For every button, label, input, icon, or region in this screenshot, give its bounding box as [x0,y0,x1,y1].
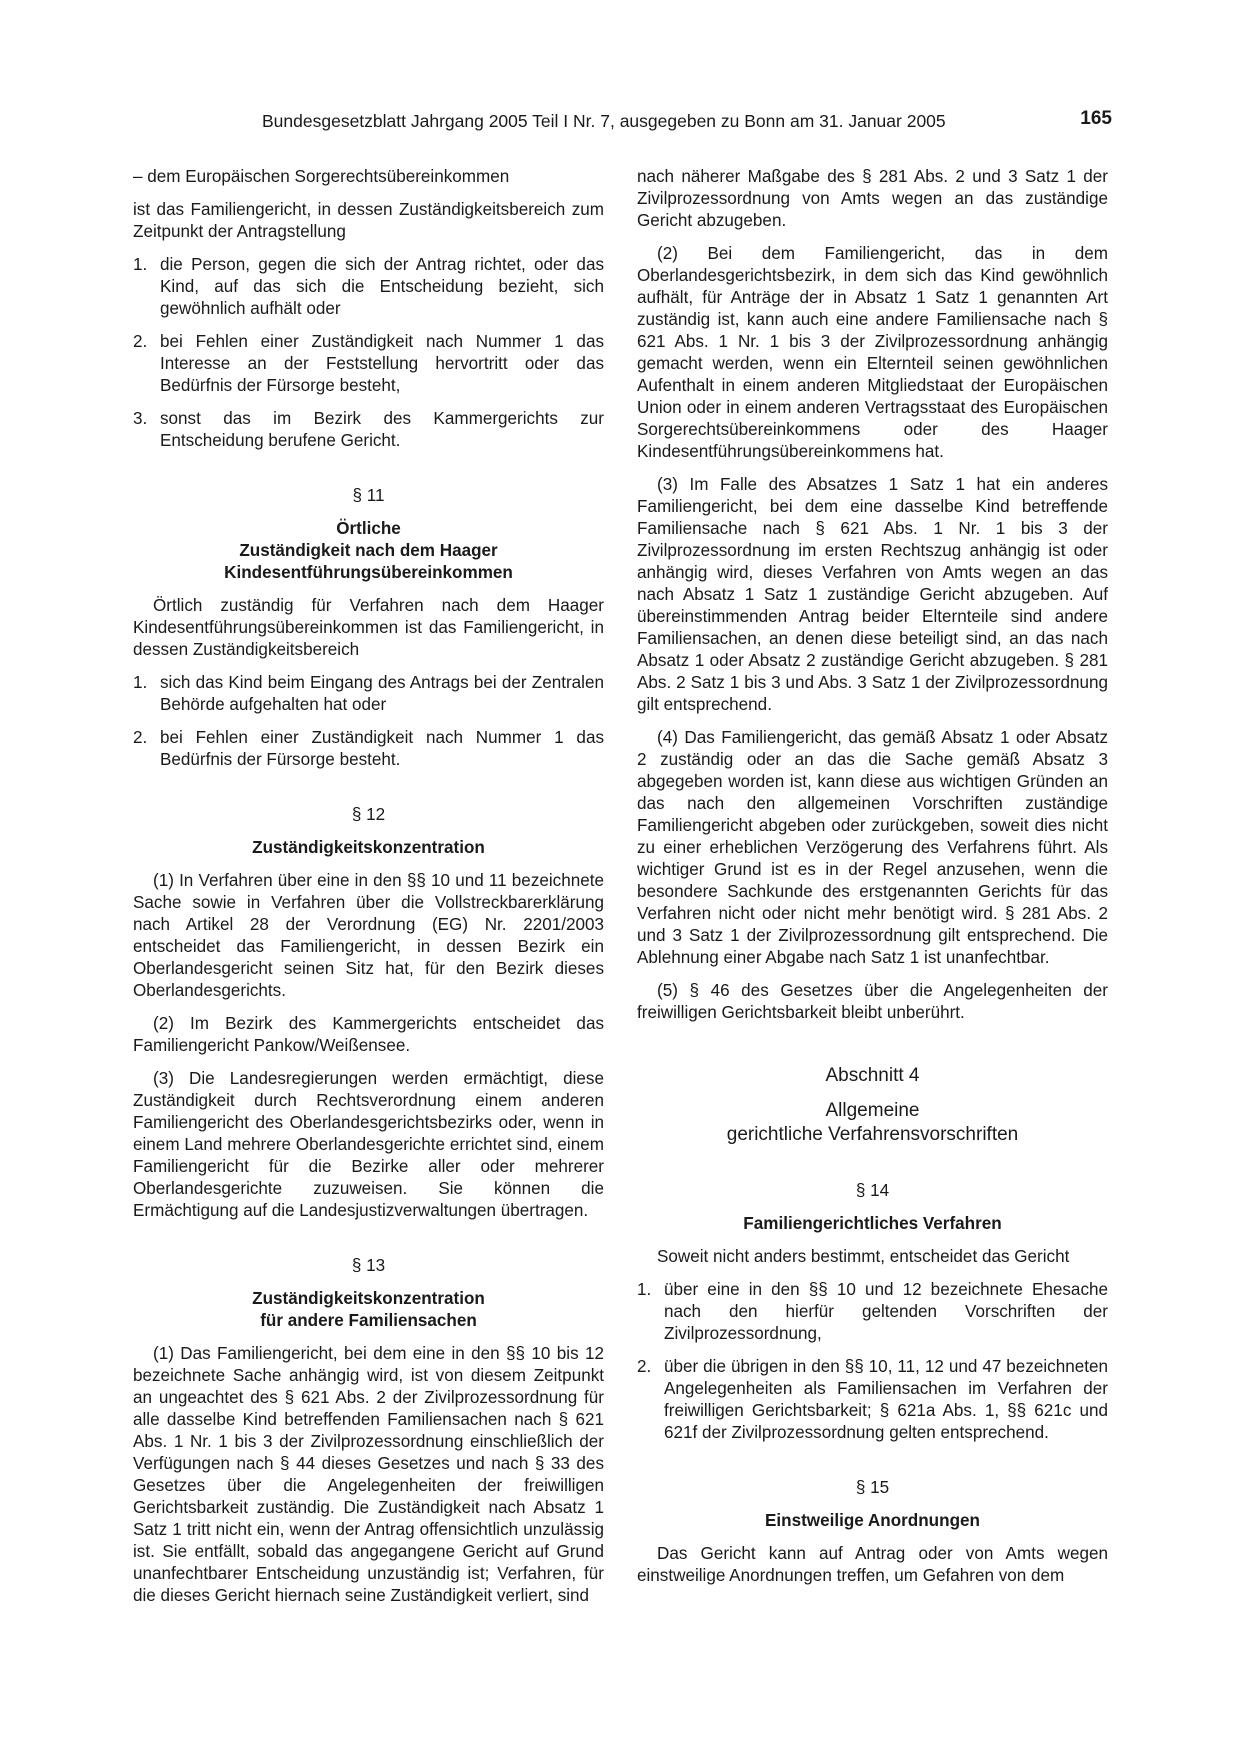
list-number: 1. [637,1280,652,1299]
chapter-subtitle [637,1099,1108,1147]
paragraph: (2) Bei dem Familiengericht, das in dem Oberlandesgerichtsbezirk, in dem sich das Kind gewöhnlich aufhält, für Anträge der in Absatz 1 Satz 1 genannten Art zuständig ist, kann auch eine andere Familiensache nach § 621 Abs. 1 Nr. 1 bis 3 der Zivilprozessordnung anhängig gemacht werden, wenn ein Elternteil seinen gewöhnlichen Aufenthalt in einem anderen Mitgliedstaat der Europäischen Union oder in einem anderen Vertragsstaat des Europäischen Sorgerechtsübereinkommens oder des Haager Kindesentführungsübereinkommens hat. [637,244,1108,461]
list-text: sonst das im Bezirk des Kammergerichts zur Entscheidung berufene Gericht. [160,409,604,450]
intro-paragraph: ist das Familiengericht, in dessen Zuständigkeitsbereich zum Zeitpunkt der Antragstellung [133,200,604,241]
list-number: 2. [133,728,148,747]
title-line: für andere Familiensachen [260,1311,477,1330]
paragraph: (1) In Verfahren über eine in den §§ 10 und 11 bezeichnete Sache sowie in Verfahren über die Vollstreckbarerklärung nach Artikel 28 der Verordnung (EG) Nr. 2201/2003 entscheidet das Familiengericht, in dessen Bezirk ein Oberlandesgericht seinen Sitz hat, für den Bezirk dieses Oberlandesgerichts. [133,871,604,1000]
list-item [637,1356,1108,1444]
title-line: Kindesentführungsübereinkommen [224,563,513,582]
section-title-14: Familiengerichtliches Verfahren [743,1214,1002,1233]
left-column [133,166,604,1618]
numbered-list [637,1279,1108,1444]
paragraph: Das Gericht kann auf Antrag oder von Amts wegen einstweilige Anordnungen treffen, um Gefahren von dem [637,1544,1108,1585]
subtitle-line: Allgemeine [825,1100,920,1121]
numbered-list [133,672,604,771]
right-column [637,166,1108,1598]
paragraph: (1) Das Familiengericht, bei dem eine in den §§ 10 bis 12 bezeichnete Sache anhängig wird, ist von diesem Zeitpunkt an ungeachtet des § 621 Abs. 2 der Zivilprozessordnung für alle dasselbe Kind betreffenden Familiensachen nach § 621 Abs. 1 Nr. 1 bis 3 der Zivilprozessordnung einschließlich der Verfügungen nach § 44 dieses Gesetzes und nach § 33 des Gesetzes über die Angelegenheiten der freiwilligen Gerichtsbarkeit zuständig. Die Zuständigkeit nach Absatz 1 Satz 1 tritt nicht ein, wenn der Antrag offensichtlich unzulässig ist. Sie entfällt, sobald das angegangene Gericht auf Grund unanfechtbarer Entscheidung unzuständig ist; Verfahren, für die dieses Gericht hiernach seine Zuständigkeit verliert, sind [133,1344,604,1605]
section-number-13: § 13 [351,1256,386,1275]
paragraph: (3) Die Landesregierungen werden ermächtigt, diese Zuständigkeit durch Rechtsverordnung einem anderen Familiengericht des Oberlandesgerichtsbezirks oder, wenn in einem Land mehrere Oberlandesgerichte errichtet sind, einem Familiengericht für die Bezirke aller oder mehrerer Oberlandesgerichte zuzuweisen. Sie können die Ermächtigung auf die Landesjustizverwaltungen übertragen. [133,1069,604,1220]
title-line: Zuständigkeit nach dem Haager [239,541,498,560]
list-text: sich das Kind beim Eingang des Antrags bei der Zentralen Behörde aufgehalten hat oder [160,673,604,714]
section-title-13 [133,1288,604,1332]
paragraph: (2) Im Bezirk des Kammergerichts entscheidet das Familiengericht Pankow/Weißensee. [133,1014,604,1055]
title-line: Örtliche [336,519,401,538]
list-item [133,254,604,320]
paragraph: Örtlich zuständig für Verfahren nach dem Haager Kindesentführungsübereinkommen ist das Familiengericht, in dessen Zuständigkeitsbereich [133,596,604,659]
list-text: bei Fehlen einer Zuständigkeit nach Nummer 1 das Bedürfnis der Fürsorge besteht. [160,728,604,769]
section-number-12: § 12 [351,805,386,824]
list-number: 2. [133,332,148,351]
section-number-14: § 14 [855,1181,890,1200]
section-title-12: Zuständigkeitskonzentration [252,838,485,857]
list-item [133,727,604,771]
section-number-11: § 11 [352,486,385,505]
list-number: 1. [133,255,148,274]
list-item [637,1279,1108,1345]
page-header [132,110,1112,136]
list-number: 2. [637,1357,652,1376]
list-item [133,672,604,716]
dash-item: – dem Europäischen Sorgerechtsübereinkommen [133,167,510,186]
list-number: 3. [133,409,148,428]
list-number: 1. [133,673,148,692]
list-item [133,408,604,452]
list-item [133,331,604,397]
paragraph: (4) Das Familiengericht, das gemäß Absatz 1 oder Absatz 2 zuständig oder an das die Sache gemäß Absatz 3 abgegeben worden ist, kann diese aus wichtigen Gründen an das nach den allgemeinen Vorschriften zuständige Familiengericht abgeben oder zurückgeben, soweit dies nicht zu einer erheblichen Verzögerung des Verfahrens führt. Als wichtiger Grund ist es in der Regel anzusehen, wenn die besondere Sachkunde des erstgenannten Gerichts für das Verfahren nicht oder nicht mehr benötigt wird. § 281 Abs. 2 und 3 Satz 1 der Zivilprozessordnung gilt entsprechend. Die Ablehnung einer Abgabe nach Satz 1 ist unanfechtbar. [637,728,1108,967]
numbered-list [133,254,604,452]
section-number-15: § 15 [855,1478,890,1497]
paragraph-continued: nach näherer Maßgabe des § 281 Abs. 2 und 3 Satz 1 der Zivilprozessordnung von Amts wegen an das zuständige Gericht abzugeben. [637,167,1108,230]
list-text: über die übrigen in den §§ 10, 11, 12 und 47 bezeichneten Angelegenheiten als Familiensachen im Verfahren der freiwilligen Gerichtsbarkeit; § 621a Abs. 1, §§ 621c und 621f der Zivilprozessordnung gelten entsprechend. [664,1357,1108,1442]
chapter-heading: Abschnitt 4 [825,1065,920,1086]
list-text: bei Fehlen einer Zuständigkeit nach Nummer 1 das Interesse an der Feststellung hervortritt oder das Bedürfnis der Fürsorge besteht, [160,332,604,395]
page-number: 165 [1080,108,1112,129]
section-title-15: Einstweilige Anordnungen [765,1511,980,1530]
section-title-11 [133,518,604,584]
title-line: Zuständigkeitskonzentration [252,1289,485,1308]
paragraph: (5) § 46 des Gesetzes über die Angelegenheiten der freiwilligen Gerichtsbarkeit bleibt unberührt. [637,981,1108,1022]
gazette-title: Bundesgesetzblatt Jahrgang 2005 Teil I Nr. 7, ausgegeben zu Bonn am 31. Januar 2005 [262,111,946,131]
list-text: die Person, gegen die sich der Antrag richtet, oder das Kind, auf das sich die Entscheidung bezieht, sich gewöhnlich aufhält oder [160,255,604,318]
list-text: über eine in den §§ 10 und 12 bezeichnete Ehesache nach den hierfür geltenden Vorschriften der Zivilprozessordnung, [664,1280,1108,1343]
subtitle-line: gerichtliche Verfahrensvorschriften [726,1124,1019,1145]
paragraph: Soweit nicht anders bestimmt, entscheidet das Gericht [657,1247,1070,1266]
paragraph: (3) Im Falle des Absatzes 1 Satz 1 hat ein anderes Familiengericht, bei dem eine dasselbe Kind betreffende Familiensache nach § 621 Abs. 1 Nr. 1 bis 3 der Zivilprozessordnung im ersten Rechtszug anhängig ist oder anhängig wird, dieses Verfahren von Amts wegen an das nach Absatz 1 Satz 1 zuständige Gericht abzugeben. Auf übereinstimmenden Antrag beider Elternteile sind andere Familiensachen, an denen diese beteiligt sind, an das nach Absatz 1 oder Absatz 2 zuständige Gericht abzugeben. § 281 Abs. 2 Satz 1 bis 3 und Abs. 3 Satz 1 der Zivilprozessordnung gilt entsprechend. [637,475,1108,714]
